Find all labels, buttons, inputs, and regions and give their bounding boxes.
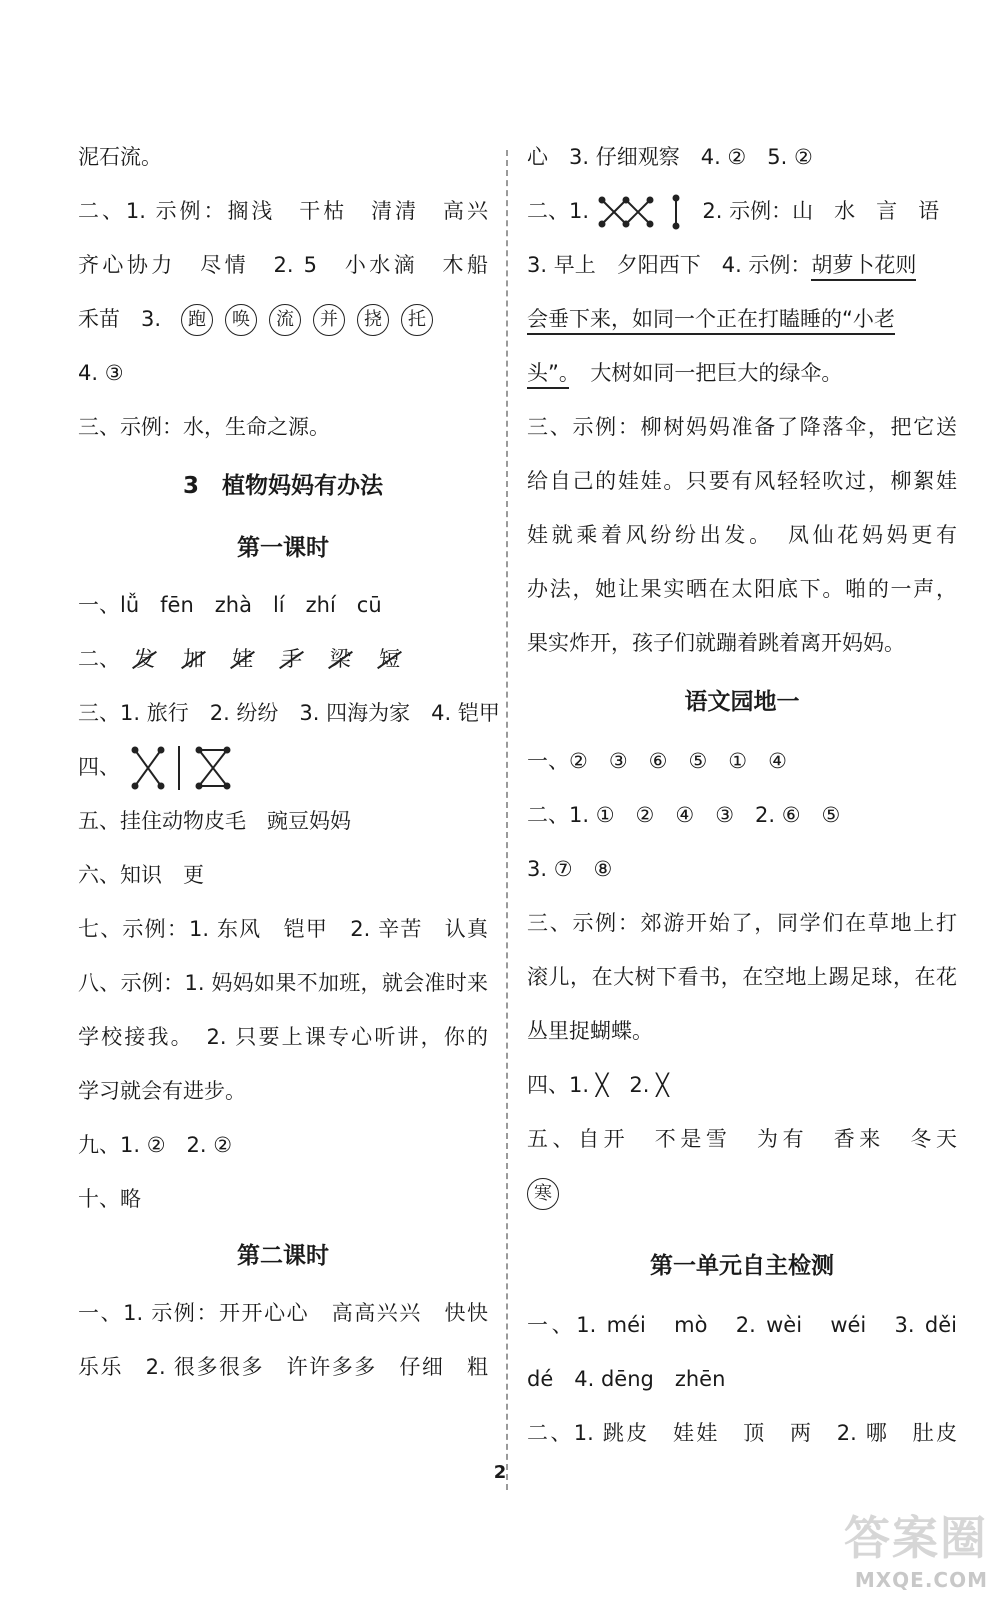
struck-char: 加 bbox=[183, 632, 204, 686]
text-line: 齐心协力 尽情 2. 5 小水滴 木船 bbox=[78, 253, 488, 277]
text-line: 学校接我。 2. 只要上课专心听讲，你的 bbox=[78, 1025, 488, 1049]
circled-char: 流 bbox=[269, 304, 301, 336]
text-line: 三、示例：水，生命之源。 bbox=[78, 415, 330, 439]
text-line: 三、示例：柳树妈妈准备了降落伞，把它送 bbox=[527, 415, 957, 439]
period-title: 第二课时 bbox=[237, 1243, 329, 1269]
text-line: 四、1. ╳ 2. ╳ bbox=[527, 1073, 669, 1097]
text-line: 学习就会有进步。 bbox=[78, 1079, 246, 1103]
line-text: 大树如同一把巨大的绿伞。 bbox=[569, 361, 843, 385]
section-title: 语文园地一 bbox=[684, 689, 800, 715]
circled-char: 跑 bbox=[181, 304, 213, 336]
text-line: 三、示例：郊游开始了，同学们在草地上打 bbox=[527, 911, 957, 935]
text-line: dé 4. dēng zhēn bbox=[527, 1367, 726, 1391]
circled-char: 并 bbox=[313, 304, 345, 336]
text-line: 办法，她让果实晒在太阳底下。啪的一声， bbox=[527, 577, 957, 601]
left-column bbox=[78, 130, 500, 1394]
text-line: 六、知识 更 bbox=[78, 863, 204, 887]
circled-char: 寒 bbox=[527, 1178, 559, 1210]
text-line bbox=[527, 346, 957, 400]
text-line bbox=[527, 292, 957, 346]
circled-char-line bbox=[78, 292, 488, 346]
line-prefix: 二、 bbox=[78, 647, 120, 671]
text-line: 娃就乘着风纷纷出发。 凤仙花妈妈更有 bbox=[527, 523, 957, 547]
pinyin-line: 一、lǚ fēn zhà lí zhí cū bbox=[78, 593, 382, 617]
underlined-text: 胡萝卜花则 bbox=[811, 253, 916, 281]
matching-lines-diagram bbox=[596, 194, 696, 230]
matching-line bbox=[527, 184, 957, 238]
text-line: 二、1. 跳皮 娃娃 顶 两 2. 哪 肚皮 bbox=[527, 1421, 957, 1445]
text-line: 三、1. 旅行 2. 纷纷 3. 四海为家 4. 铠甲 bbox=[78, 701, 500, 725]
section-title: 第一单元自主检测 bbox=[650, 1253, 834, 1279]
text-line: 给自己的娃娃。只要有风轻轻吹过，柳絮娃 bbox=[527, 469, 957, 493]
text-line: 丛里捉蝴蝶。 bbox=[527, 1019, 653, 1043]
underlined-text: 头”。 bbox=[527, 361, 569, 389]
circled-char: 唤 bbox=[225, 304, 257, 336]
text-line: 七、示例：1. 东风 铠甲 2. 辛苦 认真 bbox=[78, 917, 488, 941]
text-line: 一、② ③ ⑥ ⑤ ① ④ bbox=[527, 749, 787, 773]
line-text: 3. 早上 夕阳西下 4. 示例： bbox=[527, 253, 812, 277]
period-title: 第一课时 bbox=[237, 535, 329, 561]
watermark-logo-text: 答案圈 bbox=[844, 1511, 988, 1565]
text-line: 九、1. ② 2. ② bbox=[78, 1133, 233, 1157]
struck-char: 短 bbox=[379, 632, 400, 686]
text-line: 一、1. méi mò 2. wèi wéi 3. děi bbox=[527, 1313, 957, 1337]
line-prefix: 二、1. bbox=[527, 199, 590, 223]
struck-char: 梁 bbox=[330, 632, 351, 686]
right-column bbox=[527, 130, 957, 1460]
text-line: 二、1. 示例：搁浅 干枯 清清 高兴 bbox=[78, 199, 488, 223]
column-divider bbox=[506, 150, 508, 1490]
page-number: 2 bbox=[493, 1462, 507, 1483]
text-line: 果实炸开，孩子们就蹦着跳着离开妈妈。 bbox=[527, 631, 905, 655]
text-line: 八、示例：1. 妈妈如果不加班，就会准时来 bbox=[78, 971, 488, 995]
struck-char: 发 bbox=[134, 632, 155, 686]
text-line: 五、自开 不是雪 为有 香来 冬天 bbox=[527, 1127, 957, 1151]
circled-char: 挠 bbox=[357, 304, 389, 336]
text-line bbox=[527, 238, 957, 292]
text-line: 二、1. ① ② ④ ③ 2. ⑥ ⑤ bbox=[527, 803, 841, 827]
text-line: 滚儿，在大树下看书，在空地上踢足球，在花 bbox=[527, 965, 957, 989]
site-watermark bbox=[844, 1502, 988, 1592]
line-prefix: 四、 bbox=[78, 755, 120, 779]
text-line: 心 3. 仔细观察 4. ② 5. ② bbox=[527, 145, 813, 169]
underlined-text: 会垂下来，如同一个正在打瞌睡的“小老 bbox=[527, 307, 895, 335]
struck-char: 娃 bbox=[232, 632, 253, 686]
matching-lines-diagram bbox=[127, 744, 237, 792]
circled-char-line bbox=[527, 1166, 957, 1220]
line-text: 2. 示例：山 水 言 语 bbox=[702, 199, 940, 223]
struck-chars-line bbox=[78, 632, 488, 686]
line-prefix: 禾苗 3. bbox=[78, 307, 162, 331]
matching-line bbox=[78, 740, 488, 794]
text-line: 4. ③ bbox=[78, 361, 124, 385]
watermark-url: MXQE.COM bbox=[854, 1568, 988, 1592]
text-line: 五、挂住动物皮毛 豌豆妈妈 bbox=[78, 809, 351, 833]
text-line: 乐乐 2. 很多很多 许许多多 仔细 粗 bbox=[78, 1355, 488, 1379]
lesson-title: 3 植物妈妈有办法 bbox=[182, 473, 383, 499]
struck-char: 手 bbox=[281, 632, 302, 686]
text-line: 3. ⑦ ⑧ bbox=[527, 857, 613, 881]
text-line: 十、略 bbox=[78, 1187, 141, 1211]
text-line: 一、1. 示例：开开心心 高高兴兴 快快 bbox=[78, 1301, 488, 1325]
circled-char: 托 bbox=[401, 304, 433, 336]
text-line: 泥石流。 bbox=[78, 145, 162, 169]
